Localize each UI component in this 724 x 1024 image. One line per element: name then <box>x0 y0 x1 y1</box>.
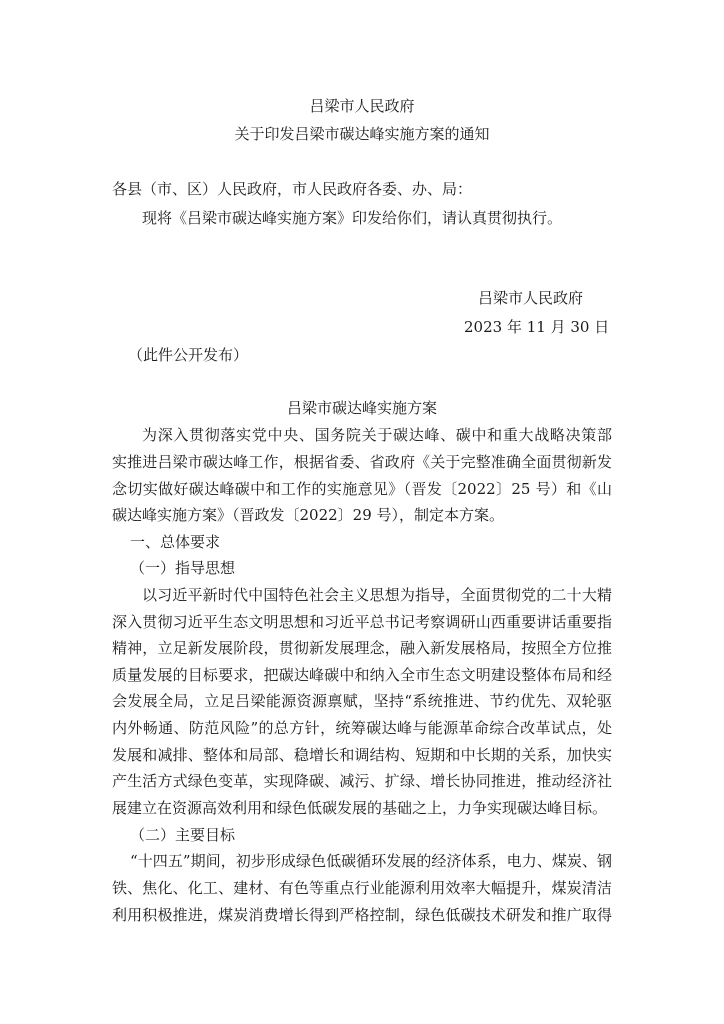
paragraph-line: 会发展全局，立足吕梁能源资源禀赋，坚持“系统推进、节约优先、双轮驱 <box>112 692 612 710</box>
issuer-heading: 吕梁市人民政府 <box>309 97 415 115</box>
paragraph-line: 内外畅通、防范风险”的总方针，统筹碳达峰与能源革命综合改革试点，处 <box>112 719 612 737</box>
intro-line: 为深入贯彻落实党中央、国务院关于碳达峰、碳中和重大战略决策部 <box>142 426 612 444</box>
publish-note: （此件公开发布） <box>128 346 249 364</box>
paragraph-line: 利用积极推进，煤炭消费增长得到严格控制，绿色低碳技术研发和推广取得 <box>112 906 612 924</box>
paragraph-line: 铁、焦化、化工、建材、有色等重点行业能源利用效率大幅提升，煤炭清洁 <box>112 879 612 897</box>
intro-line: 碳达峰实施方案》（晋政发〔2022〕29 号），制定本方案。 <box>112 506 505 524</box>
addressee: 各县（市、区）人民政府，市人民政府各委、办、局： <box>112 180 473 198</box>
paragraph-line: “十四五”期间，初步形成绿色低碳循环发展的经济体系，电力、煤炭、钢 <box>130 852 612 870</box>
paragraph-line: 精神，立足新发展阶段，贯彻新发展理念，融入新发展格局，按照全方位推 <box>112 639 612 657</box>
intro-line: 实推进吕梁市碳达峰工作，根据省委、省政府《关于完整准确全面贯彻新发 <box>112 453 612 471</box>
paragraph-line: 以习近平新时代中国特色社会主义思想为指导，全面贯彻党的二十大精 <box>142 586 612 604</box>
paragraph-line: 展建立在资源高效利用和绿色低碳发展的基础之上，力争实现碳达峰目标。 <box>112 799 608 817</box>
subsection-heading: （一）指导思想 <box>130 559 236 577</box>
paragraph-line: 发展和减排、整体和局部、稳增长和调结构、短期和中长期的关系，加快实 <box>112 746 612 764</box>
paragraph-line: 产生活方式绿色变革，实现降碳、减污、扩绿、增长协同推进，推动经济社 <box>112 772 612 790</box>
subsection-heading: （二）主要目标 <box>130 826 236 844</box>
paragraph-line: 深入贯彻习近平生态文明思想和习近平总书记考察调研山西重要讲话重要指 <box>112 613 612 631</box>
plan-title: 吕梁市碳达峰实施方案 <box>286 399 437 417</box>
notice-title: 关于印发吕梁市碳达峰实施方案的通知 <box>234 125 490 143</box>
signature: 吕梁市人民政府 <box>478 289 584 307</box>
issue-date: 2023 年 11 月 30 日 <box>464 318 610 336</box>
section-heading: 一、总体要求 <box>130 533 221 551</box>
notice-body: 现将《吕梁市碳达峰实施方案》印发给你们，请认真贯彻执行。 <box>142 209 563 227</box>
intro-line: 念切实做好碳达峰碳中和工作的实施意见》（晋发〔2022〕25 号）和《山 <box>112 480 612 498</box>
paragraph-line: 质量发展的目标要求，把碳达峰碳中和纳入全市生态文明建设整体布局和经 <box>112 666 612 684</box>
